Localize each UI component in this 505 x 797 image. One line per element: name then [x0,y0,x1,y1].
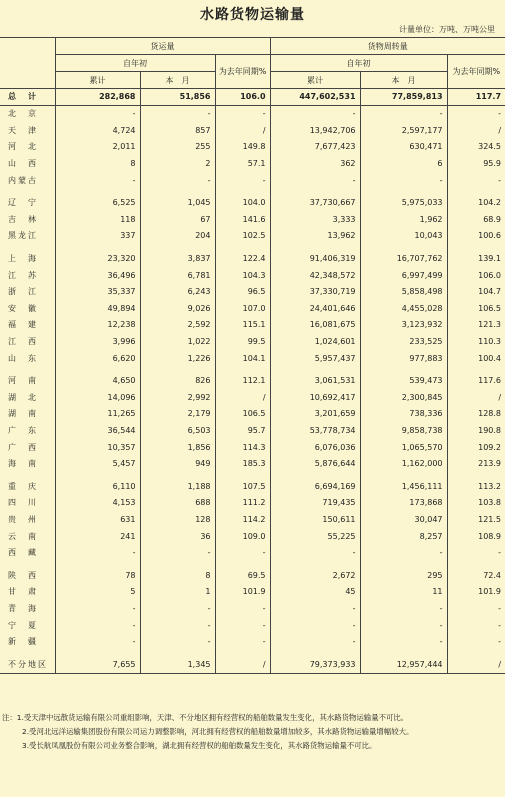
value-cell: 96.5 [215,284,270,301]
table-row [0,601,505,618]
value-cell: 8 [140,567,215,584]
value-cell: 12,957,444 [360,656,447,673]
value-cell: - [447,545,505,562]
value-cell: 1 [140,584,215,601]
value-cell: 37,330,719 [270,284,360,301]
table-row [0,656,505,673]
value-cell: - [55,106,140,123]
value-cell: 118 [55,212,140,229]
table-row [0,439,505,456]
table-row [0,267,505,284]
region-cell: 西 藏 [8,548,38,558]
table-row [0,634,505,651]
ytd-header: 自年初 [55,55,215,72]
value-cell: 9,858,738 [360,423,447,440]
value-cell: 121.5 [447,512,505,529]
region-cell: 上 海 [8,254,38,264]
value-cell: 24,401,646 [270,301,360,318]
value-cell: - [360,106,447,123]
value-cell: - [360,172,447,189]
value-cell: 3,333 [270,212,360,229]
footnote: 3.受长航凤凰股份有限公司业务整合影响，湖北拥有经营权的船舶数量发生变化，其水路货物运输量不可比。 [22,741,377,750]
region-cell: 吉 林 [8,214,38,224]
table-row [0,106,505,123]
value-cell: - [55,545,140,562]
value-cell: - [447,634,505,651]
region-cell: 山 西 [8,159,38,169]
region-cell: 新 疆 [8,637,38,647]
region-cell: 河 北 [8,142,38,152]
value-cell: 8,257 [360,528,447,545]
value-cell: 16,707,762 [360,251,447,268]
value-cell: 6,781 [140,267,215,284]
value-cell: - [55,172,140,189]
region-cell: 天 津 [8,125,38,135]
value-cell: 149.8 [215,139,270,156]
region-cell: 总 计 [0,89,55,106]
region-cell: 不分地区 [0,656,55,673]
unit-label: 计量单位：万吨、万吨公里 [399,25,495,34]
value-cell: 255 [140,139,215,156]
region-cell: 福 建 [8,320,38,330]
region-cell: 山 东 [8,353,38,363]
value-cell: 45 [270,584,360,601]
value-cell: - [215,601,270,618]
table-row [0,373,505,390]
value-cell: 106.5 [447,301,505,318]
value-cell: 10,043 [360,228,447,245]
footnotes [2,711,502,753]
table-row [0,156,505,173]
value-cell: 13,942,706 [270,123,360,140]
value-cell: 23,320 [55,251,140,268]
value-cell: 77,859,813 [360,89,447,106]
region-cell: 陕 西 [8,570,38,580]
value-cell: 102.5 [215,228,270,245]
footnote: 注：1.受天津中远散货运输有限公司重组影响，天津、不分地区拥有经营权的船舶数量发生变化，其水路货物运输量不可比。 [2,713,409,722]
value-cell: 949 [140,456,215,473]
value-cell: 42,348,572 [270,267,360,284]
table-row [0,390,505,407]
month-header: 本 月 [360,72,447,89]
value-cell: 114.2 [215,512,270,529]
value-cell: 4,650 [55,373,140,390]
value-cell: 104.3 [215,267,270,284]
table-row [0,512,505,529]
value-cell: 106.5 [215,406,270,423]
value-cell: 150,611 [270,512,360,529]
value-cell: 337 [55,228,140,245]
value-cell: 104.1 [215,350,270,367]
value-cell: 688 [140,495,215,512]
table-row [0,139,505,156]
value-cell: - [447,617,505,634]
value-cell: 128.8 [447,406,505,423]
value-cell: / [215,656,270,673]
value-cell: 109.0 [215,528,270,545]
table-row [0,195,505,212]
value-cell: 14,096 [55,390,140,407]
value-cell: 11 [360,584,447,601]
value-cell: 362 [270,156,360,173]
value-cell: 69.5 [215,567,270,584]
value-cell: 110.3 [447,334,505,351]
region-cell: 安 徽 [8,303,38,313]
value-cell: 11,265 [55,406,140,423]
value-cell: 630,471 [360,139,447,156]
value-cell: 104.0 [215,195,270,212]
freight-table [0,37,505,674]
region-cell: 江 苏 [8,270,38,280]
value-cell: 1,065,570 [360,439,447,456]
value-cell: 1,456,111 [360,478,447,495]
table-row [0,584,505,601]
value-cell: 112.1 [215,373,270,390]
value-cell: 1,162,000 [360,456,447,473]
value-cell: 2,592 [140,317,215,334]
value-cell: - [215,106,270,123]
value-cell: 10,357 [55,439,140,456]
table-row [0,456,505,473]
value-cell: 7,655 [55,656,140,673]
region-cell: 辽 宁 [8,198,38,208]
value-cell: 107.0 [215,301,270,318]
value-cell: 2,992 [140,390,215,407]
yoy-header: 为去年同期% [447,55,505,89]
value-cell: 1,345 [140,656,215,673]
value-cell: 107.5 [215,478,270,495]
yoy-header: 为去年同期% [215,55,270,89]
value-cell: 6,243 [140,284,215,301]
value-cell: 295 [360,567,447,584]
value-cell: 100.4 [447,350,505,367]
value-cell: 3,996 [55,334,140,351]
region-header-cell [0,38,55,89]
value-cell: 104.7 [447,284,505,301]
value-cell: - [270,617,360,634]
value-cell: 213.9 [447,456,505,473]
value-cell: 2,179 [140,406,215,423]
month-header: 本 月 [140,72,215,89]
value-cell: 6 [360,156,447,173]
table-row [0,228,505,245]
value-cell: 13,962 [270,228,360,245]
value-cell: 36,544 [55,423,140,440]
region-cell: 云 南 [8,531,38,541]
value-cell: 30,047 [360,512,447,529]
freight-volume-header: 货运量 [55,38,270,55]
value-cell: 3,123,932 [360,317,447,334]
value-cell: 95.9 [447,156,505,173]
table-row [0,478,505,495]
value-cell: - [140,545,215,562]
value-cell: 16,081,675 [270,317,360,334]
value-cell: 115.1 [215,317,270,334]
value-cell: 1,962 [360,212,447,229]
region-cell: 青 海 [8,603,38,613]
value-cell: - [55,617,140,634]
value-cell: 7,677,423 [270,139,360,156]
value-cell: 12,238 [55,317,140,334]
value-cell: 5,957,437 [270,350,360,367]
value-cell: 53,778,734 [270,423,360,440]
value-cell: 3,201,659 [270,406,360,423]
value-cell: 5 [55,584,140,601]
value-cell: - [55,634,140,651]
table-row [0,251,505,268]
table-row [0,495,505,512]
value-cell: 57.1 [215,156,270,173]
value-cell: / [447,390,505,407]
value-cell: 1,024,601 [270,334,360,351]
value-cell: 4,724 [55,123,140,140]
value-cell: - [140,617,215,634]
value-cell: - [360,634,447,651]
value-cell: / [215,390,270,407]
value-cell: 114.3 [215,439,270,456]
region-cell: 湖 北 [8,392,38,402]
value-cell: 631 [55,512,140,529]
value-cell: - [55,601,140,618]
value-cell: 1,856 [140,439,215,456]
value-cell: 106.0 [447,267,505,284]
page-title: 水路货物运输量 [200,7,305,23]
value-cell: 282,868 [55,89,140,106]
value-cell: - [360,601,447,618]
value-cell: 72.4 [447,567,505,584]
total-row [0,89,505,106]
region-cell: 重 庆 [8,481,38,491]
value-cell: - [270,106,360,123]
value-cell: - [270,545,360,562]
value-cell: 37,730,667 [270,195,360,212]
value-cell: 204 [140,228,215,245]
value-cell: 6,997,499 [360,267,447,284]
value-cell: 5,457 [55,456,140,473]
cumulative-header: 累计 [55,72,140,89]
value-cell: - [140,106,215,123]
value-cell: 5,858,498 [360,284,447,301]
value-cell: - [270,634,360,651]
value-cell: 190.8 [447,423,505,440]
cumulative-header: 累计 [270,72,360,89]
value-cell: 9,026 [140,301,215,318]
turnover-header: 货物周转量 [270,38,505,55]
value-cell: 117.6 [447,373,505,390]
table-row [0,172,505,189]
value-cell: 67 [140,212,215,229]
value-cell: 8 [55,156,140,173]
region-cell: 江 西 [8,337,38,347]
value-cell: 185.3 [215,456,270,473]
value-cell: - [215,617,270,634]
value-cell: 10,692,417 [270,390,360,407]
table-row [0,123,505,140]
value-cell: 324.5 [447,139,505,156]
value-cell: 6,076,036 [270,439,360,456]
value-cell: 3,061,531 [270,373,360,390]
value-cell: 5,975,033 [360,195,447,212]
value-cell: 447,602,531 [270,89,360,106]
region-cell: 贵 州 [8,514,38,524]
value-cell: 2,672 [270,567,360,584]
table-row [0,528,505,545]
region-cell: 北 京 [8,109,38,119]
region-cell: 湖 南 [8,409,38,419]
value-cell: 2,300,845 [360,390,447,407]
value-cell: 233,525 [360,334,447,351]
region-cell: 宁 夏 [8,620,38,630]
value-cell: 539,473 [360,373,447,390]
value-cell: 106.0 [215,89,270,106]
value-cell: - [215,172,270,189]
value-cell: 719,435 [270,495,360,512]
region-cell: 海 南 [8,459,38,469]
value-cell: 141.6 [215,212,270,229]
value-cell: 6,525 [55,195,140,212]
value-cell: 109.2 [447,439,505,456]
value-cell: / [215,123,270,140]
value-cell: 103.8 [447,495,505,512]
value-cell: 78 [55,567,140,584]
table-row [0,301,505,318]
value-cell: - [140,172,215,189]
region-cell: 河 南 [8,376,38,386]
value-cell: 108.9 [447,528,505,545]
value-cell: 111.2 [215,495,270,512]
region-cell: 四 川 [8,498,38,508]
value-cell: 139.1 [447,251,505,268]
value-cell: 4,153 [55,495,140,512]
value-cell: 49,894 [55,301,140,318]
value-cell: 35,337 [55,284,140,301]
value-cell: - [360,617,447,634]
table-row [0,406,505,423]
value-cell: - [215,545,270,562]
value-cell: 95.7 [215,423,270,440]
region-cell: 黑龙江 [8,231,38,241]
table-row [0,423,505,440]
table-row [0,284,505,301]
table-row [0,567,505,584]
value-cell: 1,022 [140,334,215,351]
value-cell: 5,876,644 [270,456,360,473]
value-cell: 6,620 [55,350,140,367]
value-cell: 99.5 [215,334,270,351]
value-cell: 241 [55,528,140,545]
value-cell: 128 [140,512,215,529]
value-cell: - [447,172,505,189]
value-cell: 4,455,028 [360,301,447,318]
value-cell: 6,694,169 [270,478,360,495]
footnote: 2.受河北远洋运输集团股份有限公司运力调整影响，河北拥有经营权的船舶数量增加较多，其水路货物运输量增幅较大。 [22,727,414,736]
table-row [0,617,505,634]
value-cell: - [360,545,447,562]
value-cell: - [447,106,505,123]
value-cell: / [447,123,505,140]
value-cell: 101.9 [215,584,270,601]
value-cell: 113.2 [447,478,505,495]
value-cell: 79,373,933 [270,656,360,673]
value-cell: 104.2 [447,195,505,212]
value-cell: 1,045 [140,195,215,212]
region-cell: 广 东 [8,425,38,435]
value-cell: 122.4 [215,251,270,268]
value-cell: 117.7 [447,89,505,106]
value-cell: 173,868 [360,495,447,512]
value-cell: 51,856 [140,89,215,106]
value-cell: 36,496 [55,267,140,284]
value-cell: 2,011 [55,139,140,156]
region-cell: 广 西 [8,442,38,452]
value-cell: 1,188 [140,478,215,495]
value-cell: 91,406,319 [270,251,360,268]
ytd-header: 自年初 [270,55,447,72]
table-row [0,212,505,229]
value-cell: 2,597,177 [360,123,447,140]
value-cell: - [270,601,360,618]
value-cell: 101.9 [447,584,505,601]
region-cell: 浙 江 [8,287,38,297]
value-cell: 55,225 [270,528,360,545]
value-cell: 857 [140,123,215,140]
region-cell: 内蒙古 [8,175,38,185]
value-cell: - [270,172,360,189]
value-cell: 977,883 [360,350,447,367]
value-cell: - [140,634,215,651]
value-cell: 2 [140,156,215,173]
value-cell: 36 [140,528,215,545]
table-row [0,334,505,351]
value-cell: / [447,656,505,673]
value-cell: 100.6 [447,228,505,245]
value-cell: 6,503 [140,423,215,440]
value-cell: 3,837 [140,251,215,268]
value-cell: 1,226 [140,350,215,367]
value-cell: 6,110 [55,478,140,495]
value-cell: 121.3 [447,317,505,334]
table-row [0,545,505,562]
value-cell: 738,336 [360,406,447,423]
table-row [0,317,505,334]
value-cell: - [140,601,215,618]
value-cell: - [215,634,270,651]
value-cell: 826 [140,373,215,390]
value-cell: 68.9 [447,212,505,229]
region-cell: 甘 肃 [8,587,38,597]
value-cell: - [447,601,505,618]
table-row [0,350,505,367]
